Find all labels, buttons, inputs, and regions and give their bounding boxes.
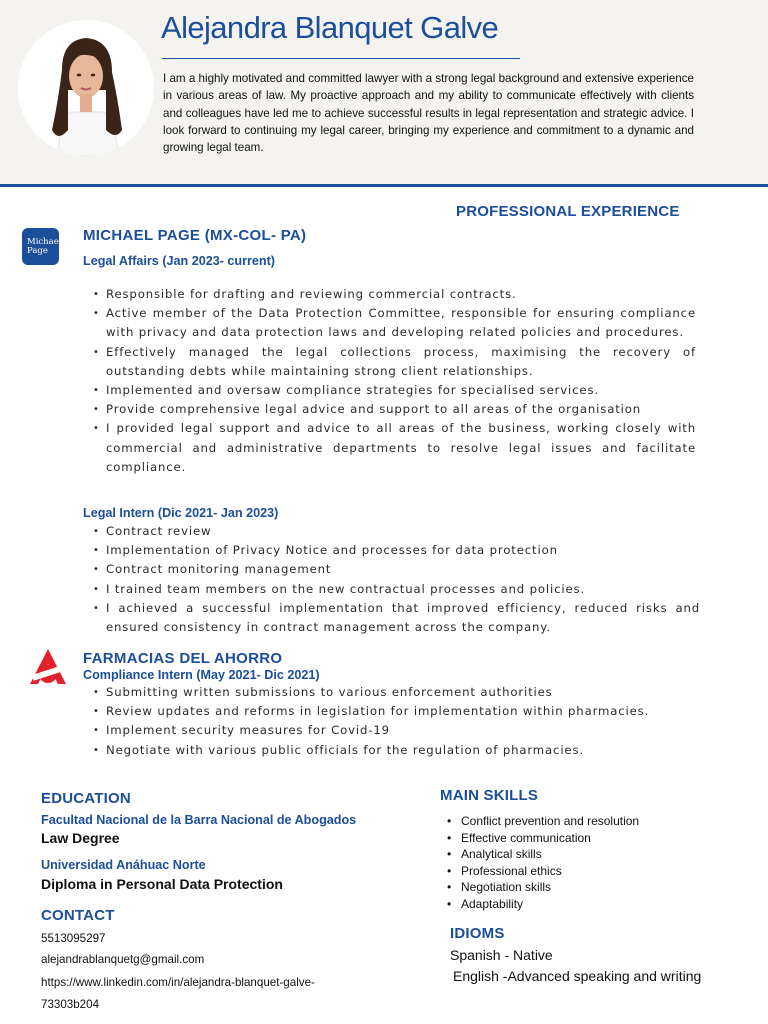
list-item: • Submitting written submissions to various enforcement authorities xyxy=(84,683,700,702)
legal-affairs-duties xyxy=(84,285,696,477)
list-item: • Responsible for drafting and reviewing commercial contracts. xyxy=(84,285,696,304)
list-item: • Effectively managed the legal collections process, maximising the recovery of outstanding debts while maintaining strong client relationships. xyxy=(84,343,696,381)
idiom-english: English -Advanced speaking and writing xyxy=(453,968,702,984)
role-legal-intern: Legal Intern (Dic 2021- Jan 2023) xyxy=(83,506,279,520)
list-item: • Contract monitoring management xyxy=(84,560,700,579)
list-item: • Adaptability xyxy=(444,896,639,913)
contact-linkedin-line1[interactable]: https://www.linkedin.com/in/alejandra-blanquet-galve- xyxy=(41,976,315,989)
education-institution-1: Facultad Nacional de la Barra Nacional de Abogados xyxy=(41,813,357,827)
list-item: • Contract review xyxy=(84,522,700,541)
education-institution-2: Universidad Anáhuac Norte xyxy=(41,858,206,872)
list-item: • Negotiation skills xyxy=(444,879,639,896)
contact-linkedin-line2[interactable]: 73303b204 xyxy=(41,998,100,1011)
skills-list xyxy=(444,813,639,912)
compliance-intern-duties xyxy=(84,683,700,760)
education-title: EDUCATION xyxy=(41,790,131,807)
skills-title: MAIN SKILLS xyxy=(440,787,539,804)
role-legal-affairs: Legal Affairs (Jan 2023- current) xyxy=(83,254,275,268)
header-divider xyxy=(0,184,768,187)
company-farmacias-del-ahorro: FARMACIAS DEL AHORRO xyxy=(83,650,283,667)
idiom-spanish: Spanish - Native xyxy=(450,947,553,963)
list-item: • Active member of the Data Protection Committee, responsible for ensuring compliance with privacy and data protection laws and developing related policies and procedures. xyxy=(84,304,696,342)
list-item: • Conflict prevention and resolution xyxy=(444,813,639,830)
list-item: • Implement security measures for Covid-19 xyxy=(84,721,700,740)
list-item: • Negotiate with various public officials for the regulation of pharmacies. xyxy=(84,741,700,760)
profile-photo xyxy=(18,20,154,156)
candidate-name: Alejandra Blanquet Galve xyxy=(161,10,499,45)
farmacias-del-ahorro-logo xyxy=(28,646,68,686)
list-item: • Effective communication xyxy=(444,830,639,847)
list-item: • Provide comprehensive legal advice and support to all areas of the organisation xyxy=(84,400,696,419)
idioms-title: IDIOMS xyxy=(450,925,505,942)
profile-photo-illustration xyxy=(18,20,154,156)
contact-title: CONTACT xyxy=(41,907,115,924)
contact-email[interactable]: alejandrablanquetg@gmail.com xyxy=(41,953,205,966)
role-compliance-intern: Compliance Intern (May 2021- Dic 2021) xyxy=(83,668,320,682)
michael-page-logo xyxy=(22,228,62,265)
education-degree-1: Law Degree xyxy=(41,830,120,846)
education-degree-2: Diploma in Personal Data Protection xyxy=(41,876,283,892)
michael-page-logo-line1: Michael xyxy=(27,237,62,247)
profile-summary: I am a highly motivated and committed lawyer with a strong legal background and extensive experience in various areas of law. My proactive approach and my ability to communicate effectively with clients and colleagues have led me to achieve successful results in legal representation and strategic advice. I look forward to continuing my legal career, bringing my experience and commitment to a dynamic and growing legal team. xyxy=(163,72,694,155)
list-item: • I provided legal support and advice to all areas of the business, working closely with commercial and administrative departments to resolve legal issues and facilitate compliance. xyxy=(84,419,696,477)
experience-title: PROFESSIONAL EXPERIENCE xyxy=(456,203,680,220)
legal-intern-duties xyxy=(84,522,700,637)
contact-phone: 5513095297 xyxy=(41,932,106,945)
michael-page-logo-line2: Page xyxy=(27,246,48,256)
list-item: • Review updates and reforms in legislation for implementation within pharmacies. xyxy=(84,702,700,721)
name-underline xyxy=(162,58,520,59)
list-item: • Professional ethics xyxy=(444,863,639,880)
list-item: • Implemented and oversaw compliance strategies for specialised services. xyxy=(84,381,696,400)
list-item: • Implementation of Privacy Notice and processes for data protection xyxy=(84,541,700,560)
list-item: • Analytical skills xyxy=(444,846,639,863)
list-item: • I achieved a successful implementation that improved efficiency, reduced risks and ensured consistency in contract management across the company. xyxy=(84,599,700,637)
company-michael-page: MICHAEL PAGE (MX-COL- PA) xyxy=(83,227,307,244)
list-item: • I trained team members on the new contractual processes and policies. xyxy=(84,580,700,599)
